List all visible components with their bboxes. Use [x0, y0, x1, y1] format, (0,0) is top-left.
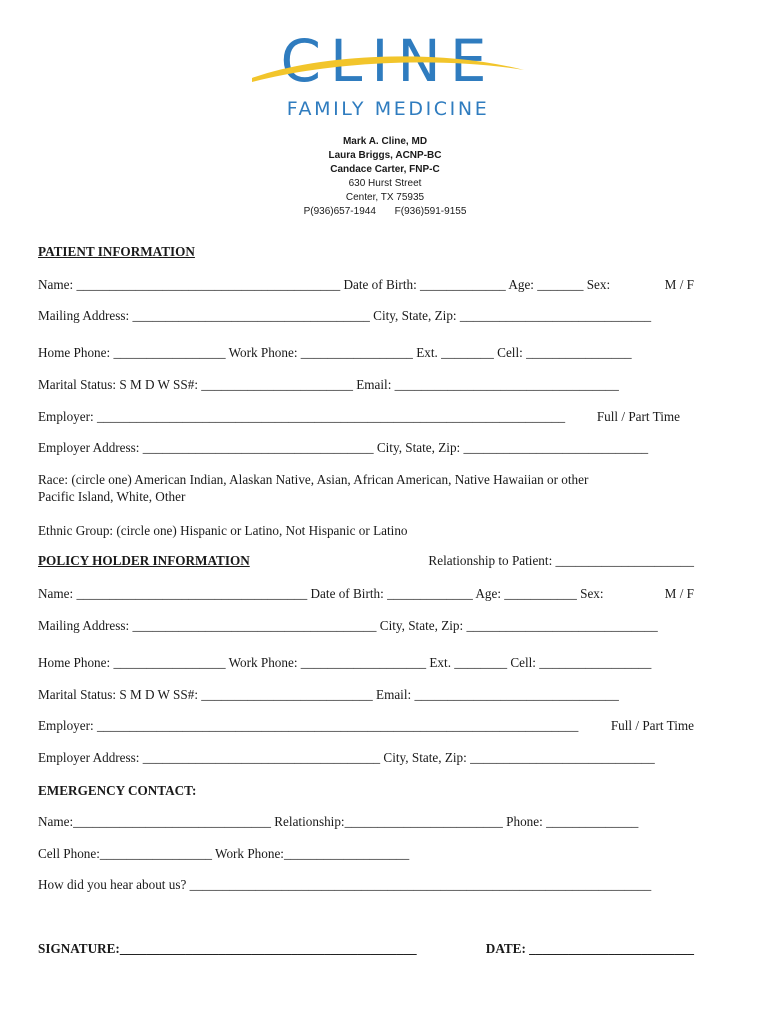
patient-employer-line[interactable]: [38, 409, 694, 425]
patient-employer-field[interactable]: Employer: _______________________________________________________________________: [38, 409, 566, 424]
signature-field[interactable]: SIGNATURE:_____________________________________________: [38, 941, 417, 956]
patient-section-heading: [38, 244, 694, 260]
practice-city: Center, TX 75935: [345, 192, 425, 203]
practice-fax: F(936)591-9155: [394, 206, 467, 217]
policy-employer-field[interactable]: Employer: _________________________________________________________________________: [38, 718, 579, 733]
patient-employment-type[interactable]: Full / Part Time: [596, 409, 680, 424]
patient-phones-line[interactable]: Home Phone: _________________ Work Phone: _________________ Ext. ________ Cell: ________________: [38, 345, 632, 360]
practice-info: [235, 135, 535, 219]
emergency-cell-line[interactable]: Cell Phone:_________________ Work Phone:___________________: [38, 846, 410, 861]
practice-street: 630 Hurst Street: [348, 178, 422, 189]
practice-phone: P(936)657-1944: [303, 206, 376, 217]
patient-marital-line[interactable]: Marital Status: S M D W SS#: _______________________ Email: __________________________________: [38, 377, 619, 392]
emergency-section-heading: [38, 783, 694, 799]
logo-swoosh-icon: [248, 26, 528, 96]
signature-line[interactable]: [38, 941, 694, 957]
patient-race-line-2[interactable]: Pacific Island, White, Other: [38, 489, 186, 504]
practice-phones: [235, 205, 535, 219]
emergency-contact-line[interactable]: Name:______________________________ Relationship:________________________ Phone: ______________: [38, 814, 639, 829]
policy-sex-options[interactable]: M / F: [664, 586, 694, 601]
policy-mailing-line[interactable]: Mailing Address: _____________________________________ City, State, Zip: _____________________________: [38, 618, 658, 633]
logo-subtitle: FAMILY MEDICINE: [286, 98, 490, 120]
policy-employer-address-line[interactable]: Employer Address: ____________________________________ City, State, Zip: ____________________________: [38, 750, 655, 765]
provider-name: Candace Carter, FNP-C: [330, 164, 440, 175]
patient-name-fields[interactable]: Name: ________________________________________ Date of Birth: _____________ Age: _______ Sex:: [38, 277, 611, 292]
patient-race-line[interactable]: Race: (circle one) American Indian, Alaskan Native, Asian, African American, Native Hawaiian or other: [38, 472, 589, 487]
patient-mailing-line[interactable]: Mailing Address: ____________________________________ City, State, Zip: _____________________________: [38, 308, 652, 323]
policy-phones-line[interactable]: Home Phone: _________________ Work Phone: ___________________ Ext. ________ Cell: _________________: [38, 655, 652, 670]
provider-name: Mark A. Cline, MD: [342, 136, 428, 147]
patient-employer-address-line[interactable]: Employer Address: ___________________________________ City, State, Zip: ____________________________: [38, 440, 649, 455]
patient-sex-options[interactable]: M / F: [664, 277, 694, 292]
policy-name-fields[interactable]: Name: ___________________________________ Date of Birth: _____________ Age: ___________ Sex:: [38, 586, 604, 601]
policy-employer-line[interactable]: [38, 718, 694, 734]
date-field[interactable]: DATE: _________________________: [485, 941, 694, 956]
section-title: EMERGENCY CONTACT:: [38, 783, 197, 798]
referral-source-line[interactable]: How did you hear about us? ______________________________________________________________________: [38, 877, 652, 892]
policy-relationship-field[interactable]: Relationship to Patient: _____________________: [428, 553, 694, 568]
policy-employment-type[interactable]: Full / Part Time: [610, 718, 694, 733]
patient-ethnic-line[interactable]: Ethnic Group: (circle one) Hispanic or Latino, Not Hispanic or Latino: [38, 523, 408, 538]
policy-section-heading: [38, 553, 694, 569]
cline-family-medicine-logo: [248, 26, 528, 126]
policy-name-line[interactable]: [38, 586, 694, 602]
provider-name: Laura Briggs, ACNP-BC: [328, 150, 442, 161]
section-title: PATIENT INFORMATION: [38, 244, 195, 259]
policy-marital-line[interactable]: Marital Status: S M D W SS#: __________________________ Email: _______________________________: [38, 687, 619, 702]
section-title: POLICY HOLDER INFORMATION: [38, 553, 250, 568]
logo-wordmark: CLINE: [280, 27, 496, 95]
patient-name-line[interactable]: [38, 277, 694, 293]
